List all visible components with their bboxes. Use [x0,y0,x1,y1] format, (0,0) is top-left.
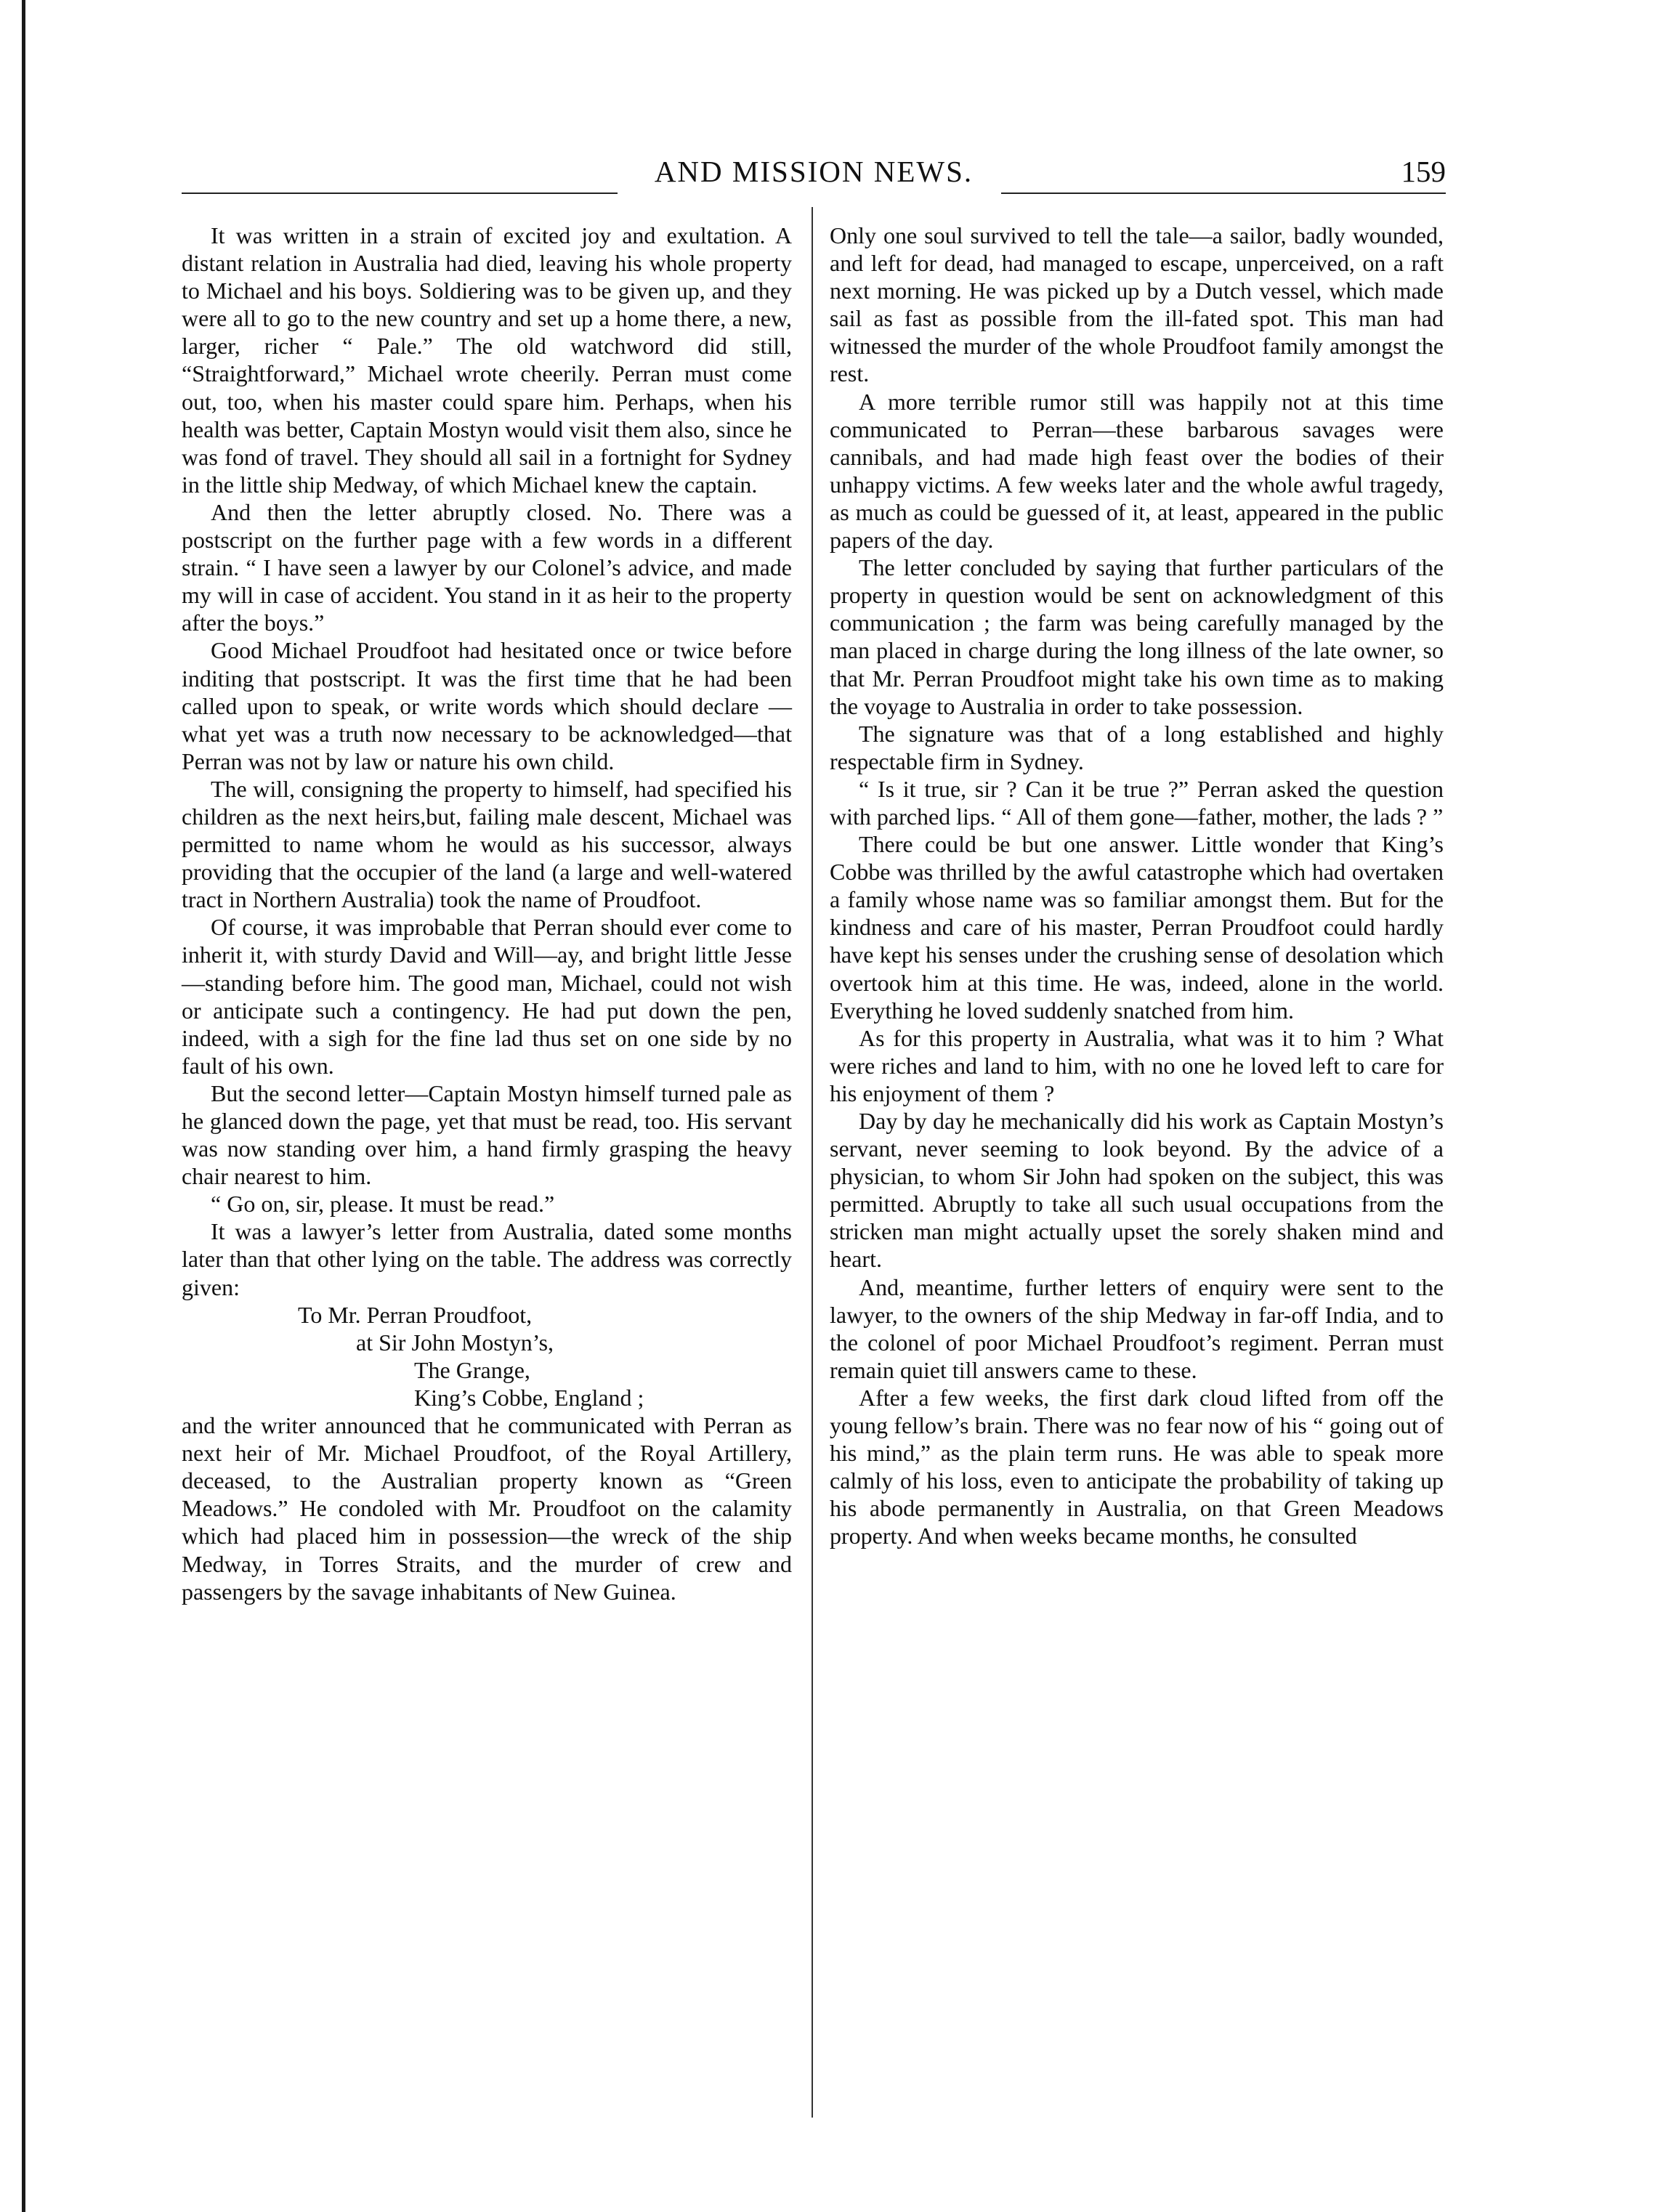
paragraph: Good Michael Proudfoot had hesitated once or twice before inditing that postscript. It was the first time that he had been called upon to speak, or write words which should declare —what yet was a truth now necessary to be acknowledged—that Perran was not by law or nature his own child. [182,637,792,774]
column-divider [812,207,813,2118]
paragraph: A more terrible rumor still was happily not at this time communicated to Perran—these barbarous savages were cannibals, and had made high feast over the bodies of their unhappy victims. A few weeks later and the whole awful tragedy, as much as could be guessed of it, at least, appeared in the public papers of the day. [830,388,1444,554]
page-header [182,151,1446,195]
address-line: The Grange, [414,1356,530,1383]
letter-address [182,1301,792,1411]
address-line: at Sir John Mostyn’s, [356,1329,554,1356]
address-line: King’s Cobbe, England ; [414,1384,644,1411]
paragraph: But the second letter—Captain Mostyn himself turned pale as he glanced down the page, yet that must be read, too. His servant was now standing over him, a hand firmly grasping the heavy chair nearest to him. [182,1079,792,1190]
paragraph: It was a lawyer’s letter from Australia, dated some months later than that other lying on the table. The address was correctly given: [182,1218,792,1300]
header-rule-left [182,193,618,194]
paragraph: Of course, it was improbable that Perran should ever come to inherit it, with sturdy David and Will—ay, and bright little Jesse—standing before him. The good man, Michael, could not wish or anticipate such a contingency. He had put down the pen, indeed, with a sigh for the fine lad thus set on one side by no fault of his own. [182,914,792,1079]
header-rule-right [1001,193,1446,194]
paragraph: Day by day he mechanically did his work as Captain Mostyn’s servant, never seeming to look beyond. By the advice of a physician, to whom Sir John had spoken on the subject, this was permitted. Abruptly to take all such usual occupations from the stricken man might actually upset the sorely shaken mind and heart. [830,1108,1444,1273]
paragraph: “ Go on, sir, please. It must be read.” [211,1191,555,1218]
paragraph: It was written in a strain of excited joy and exultation. A distant relation in Australia had died, leaving his whole property to Michael and his boys. Soldiering was to be given up, and they were all to go to the new country and set up a home there, a new, larger, richer “ Pale.” The old watchword did still, “Straightforward,” Michael wrote cheerily. Perran must come out, too, when his master could spare him. Perhaps, when his health was better, Captain Mostyn would visit them also, since he was fond of travel. They should all sail in a fortnight for Sydney in the little ship Medway, of which Michael knew the captain. [182,222,792,498]
paragraph: Only one soul survived to tell the tale—a sailor, badly wounded, and left for dead, had managed to escape, unperceived, on a raft next morning. He was picked up by a Dutch vessel, which made sail as fast as possible from the ill-fated spot. This man had witnessed the murder of the whole Proudfoot family amongst the rest. [830,222,1444,387]
left-column [182,222,792,1605]
right-column [830,222,1444,1550]
paragraph: There could be but one answer. Little wonder that King’s Cobbe was thrilled by the awful catastrophe which had overtaken a family whose name was so familiar amongst them. But for the kindness and care of his master, Perran Proudfoot could hardly have kept his senses under the crushing sense of desolation which overtook him at this time. He was, indeed, alone in the world. Everything he loved suddenly snatched from him. [830,831,1444,1024]
paragraph: and the writer announced that he communicated with Perran as next heir of Mr. Michael Proudfoot, of the Royal Artillery, deceased, to the Australian property known as “Green Meadows.” He condoled with Mr. Proudfoot on the calamity which had placed him in possession—the wreck of the ship Medway, in Torres Straits, and the murder of crew and passengers by the savage inhabitants of New Guinea. [182,1412,792,1605]
paragraph: The signature was that of a long established and highly respectable firm in Sydney. [830,720,1444,774]
paragraph: And, meantime, further letters of enquiry were sent to the lawyer, to the owners of the ship Medway in far-off India, and to the colonel of poor Michael Proudfoot’s regiment. Perran must remain quiet till answers came to these. [830,1273,1444,1383]
paragraph: The will, consigning the property to himself, had specified his children as the next heirs,but, failing male descent, Michael was permitted to name whom he would as his successor, always providing that the occupier of the land (a large and well-watered tract in Northern Australia) took the name of Proudfoot. [182,775,792,913]
left-margin-rule [22,0,25,2212]
paragraph: The letter concluded by saying that further particulars of the property in question would be sent on acknowledgment of this communication ; the farm was being carefully managed by the man placed in charge during the long illness of the late owner, so that Mr. Perran Proudfoot might take his own time as to making the voyage to Australia in order to take possession. [830,554,1444,719]
page-number: 159 [1401,155,1446,188]
running-title: AND MISSION NEWS. [654,155,974,188]
paragraph: After a few weeks, the first dark cloud lifted from off the young fellow’s brain. There was no fear now of his “ going out of his mind,” as the plain term runs. He was able to speak more calmly of his loss, even to anticipate the probability of taking up his abode permanently in Australia, on that Green Meadows property. And when weeks became months, he consulted [830,1384,1444,1549]
paragraph: And then the letter abruptly closed. No. There was a postscript on the further page with a few words in a different strain. “ I have seen a lawyer by our Colonel’s advice, and made my will in case of accident. You stand in it as heir to the property after the boys.” [182,498,792,636]
address-line: To Mr. Perran Proudfoot, [298,1301,533,1328]
paragraph: “ Is it true, sir ? Can it be true ?” Perran asked the question with parched lips. “ All of them gone—father, mother, the lads ? ” [830,775,1444,830]
paragraph: As for this property in Australia, what was it to him ? What were riches and land to him, with no one he loved left to care for his enjoyment of them ? [830,1024,1444,1106]
